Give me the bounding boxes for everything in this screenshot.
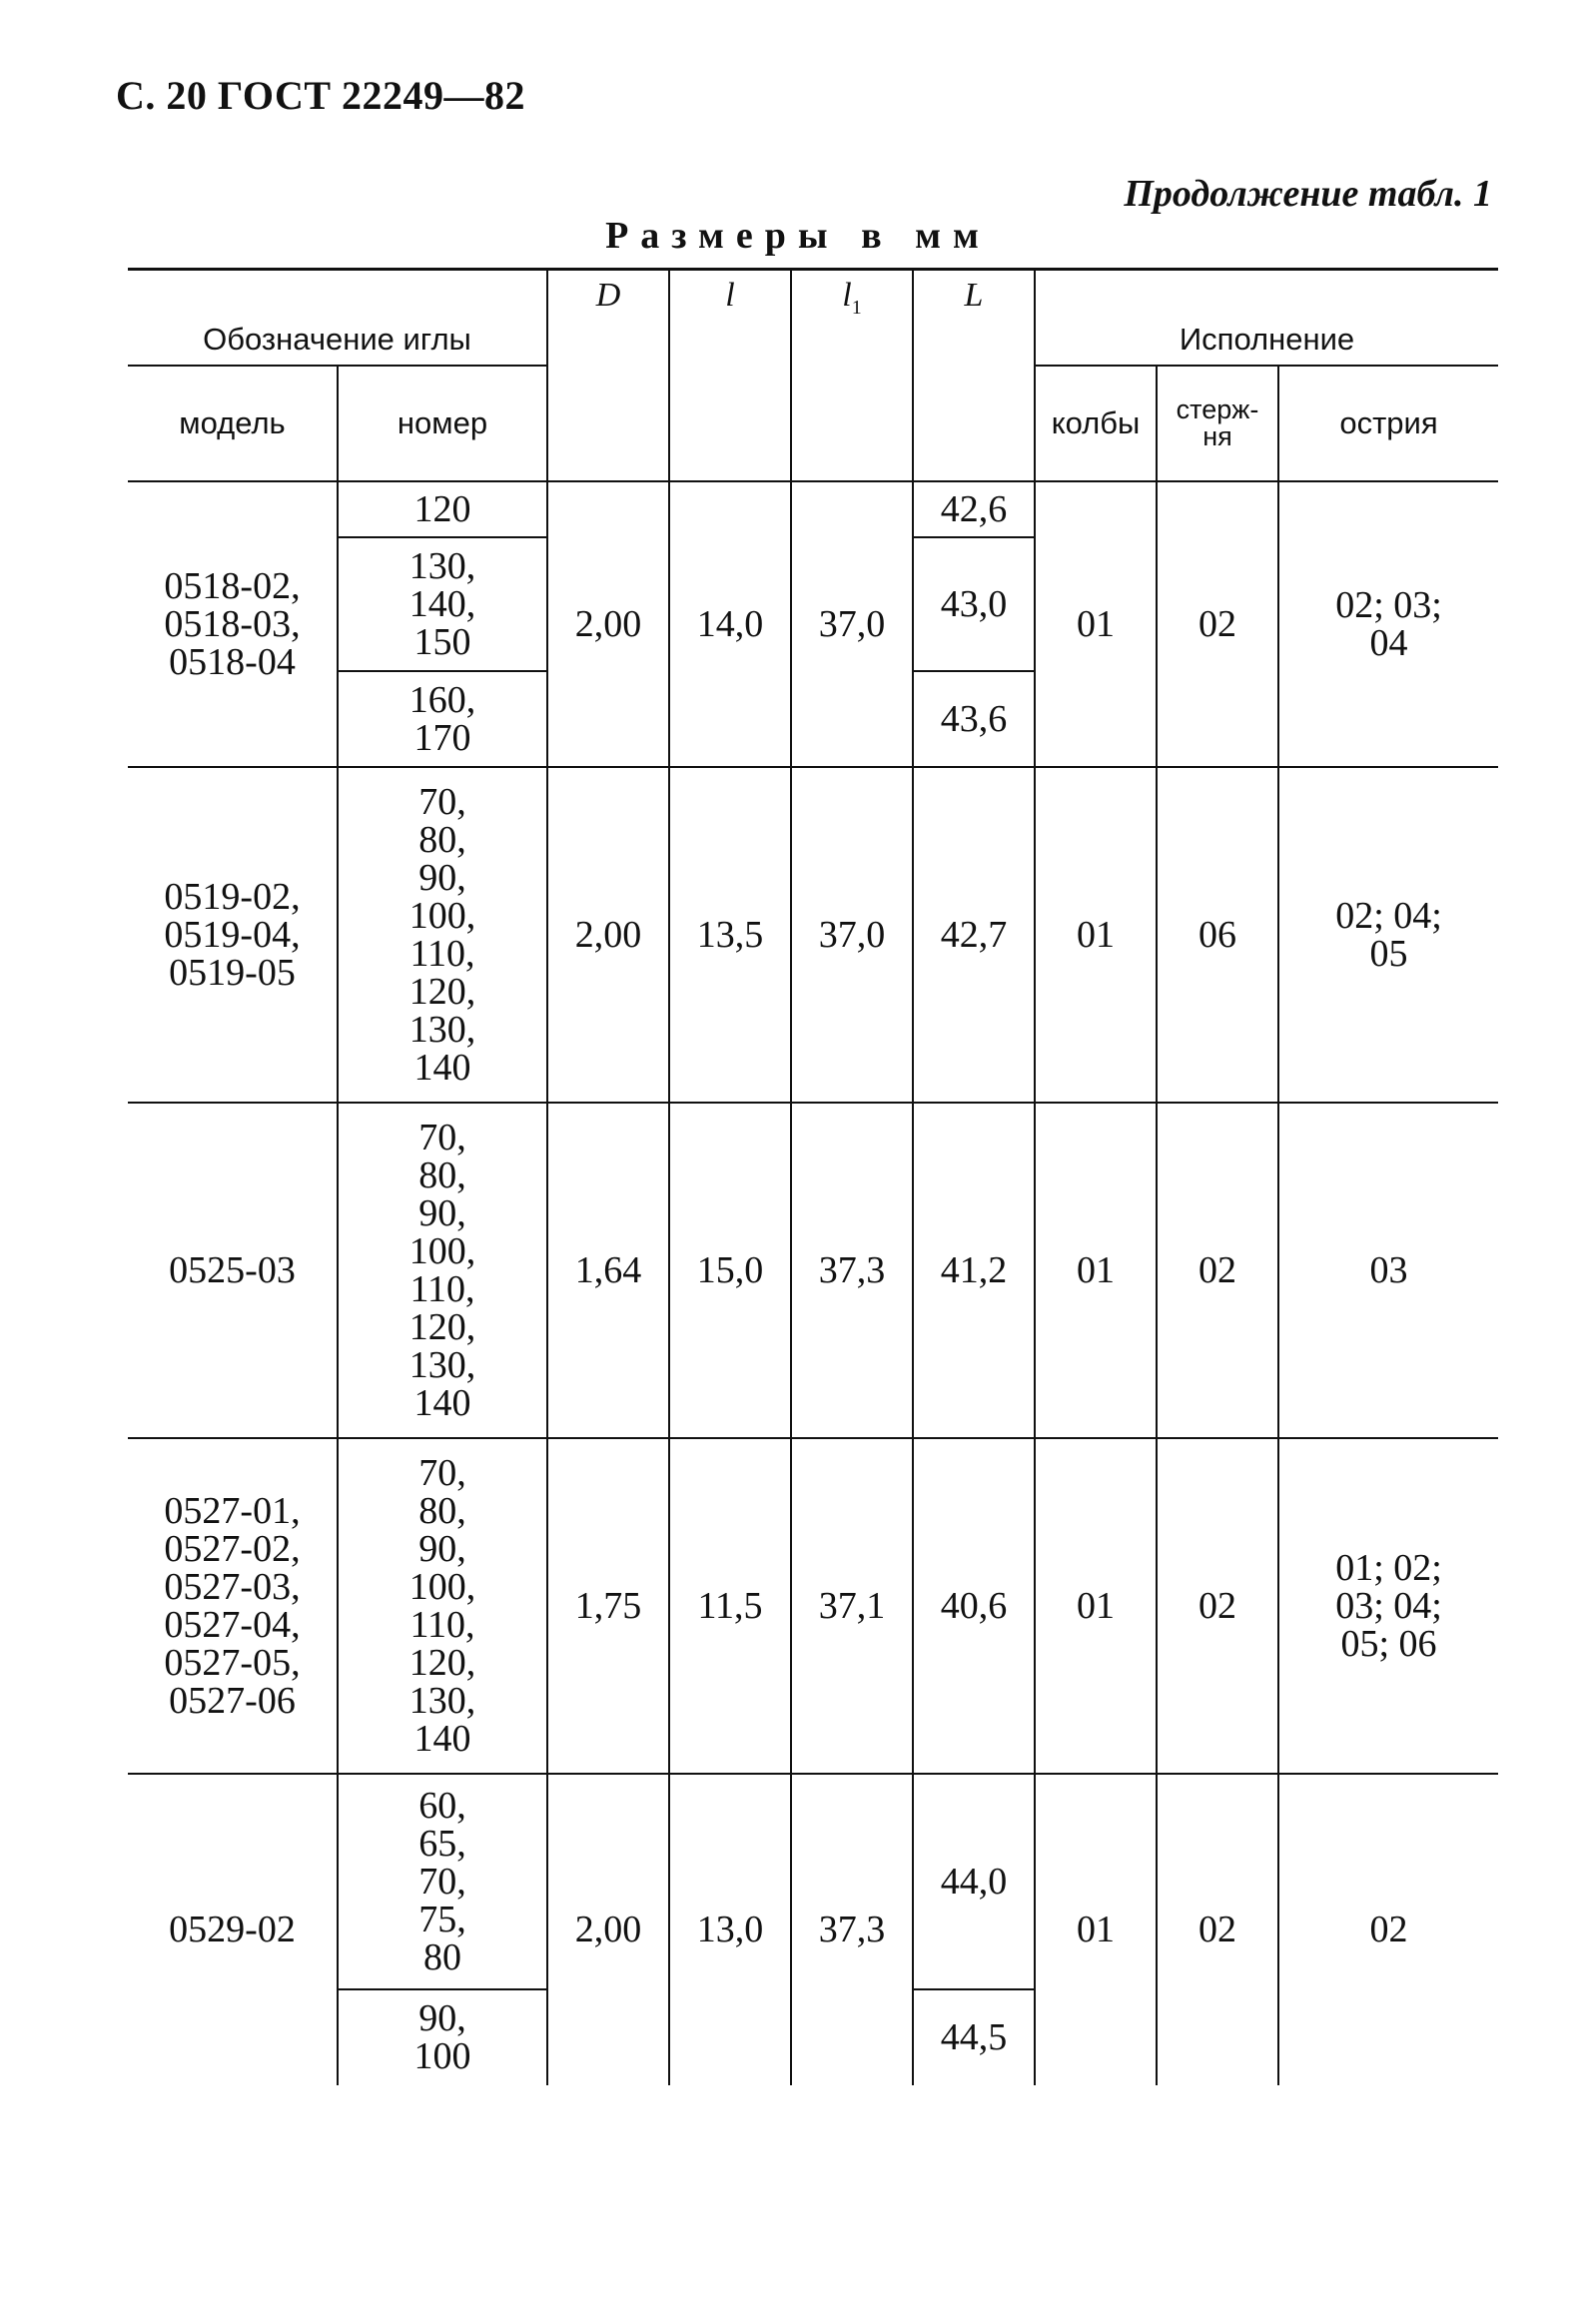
number-line: 160, [408, 678, 476, 721]
group2-model [128, 767, 338, 1103]
group4-model [128, 1438, 338, 1774]
group1-l1: 37,0 [791, 481, 913, 767]
header-L [913, 270, 1035, 481]
group4-D: 1,75 [547, 1438, 669, 1774]
shank-header [1157, 366, 1278, 481]
table-continuation-note: Продолжение табл. 1 [1124, 173, 1492, 215]
number-line: 170 [413, 716, 471, 759]
model-line: 0518-04 [169, 640, 296, 683]
model-line: 0527-05, [164, 1641, 301, 1684]
group2-l1: 37,0 [791, 767, 913, 1103]
number-line: 140 [413, 1717, 471, 1760]
group3-point [1278, 1103, 1498, 1438]
group4-point [1278, 1438, 1498, 1774]
number-line: 65, [418, 1822, 466, 1865]
group3-l: 15,0 [669, 1103, 791, 1438]
number-line: 130, [408, 1343, 476, 1386]
number-line: 140, [408, 582, 476, 625]
number-line: 100, [408, 1229, 476, 1272]
model-line: 0527-03, [164, 1565, 301, 1608]
point-line: 05; 06 [1340, 1622, 1437, 1665]
group2-numbers [338, 767, 547, 1103]
units-caption: Размеры в мм [605, 215, 991, 257]
group3-numbers [338, 1103, 547, 1438]
group1-bulb: 01 [1035, 481, 1157, 767]
group5-point [1278, 1774, 1498, 2085]
group1-number-set1 [338, 481, 547, 537]
shank-header-line1: стерж- [1176, 393, 1259, 424]
number-line: 110, [409, 932, 475, 975]
group3-shank: 02 [1157, 1103, 1278, 1438]
group1-L1: 42,6 [913, 481, 1035, 537]
point-line: 04 [1369, 621, 1408, 664]
number-line: 100 [413, 2035, 471, 2077]
model-line: 0518-03, [164, 602, 301, 645]
model-line: 0519-02, [164, 875, 301, 918]
group4-L: 40,6 [913, 1438, 1035, 1774]
header-l1-subscript: 1 [851, 296, 862, 319]
number-line: 70, [418, 780, 466, 823]
number-line: 120, [408, 970, 476, 1013]
number-line: 130, [408, 544, 476, 587]
group5-number-set2 [338, 1989, 547, 2085]
number-line: 90, [418, 1527, 466, 1570]
group2-l: 13,5 [669, 767, 791, 1103]
group5-l: 13,0 [669, 1774, 791, 2085]
model-line: 0525-03 [169, 1248, 296, 1291]
header-D [547, 270, 669, 481]
number-line: 80 [423, 1935, 461, 1978]
number-line: 150 [413, 620, 471, 663]
group2-shank: 06 [1157, 767, 1278, 1103]
group4-l: 11,5 [669, 1438, 791, 1774]
group2-bulb: 01 [1035, 767, 1157, 1103]
number-line: 130, [408, 1008, 476, 1051]
group1-D: 2,00 [547, 481, 669, 767]
model-line: 0518-02, [164, 564, 301, 607]
point-line: 02 [1369, 1909, 1408, 1950]
group4-numbers [338, 1438, 547, 1774]
model-line: 0519-05 [169, 951, 296, 994]
needle-designation-header: Обозначение иглы [128, 270, 547, 366]
point-line: 03 [1369, 1248, 1408, 1291]
group1-number-set3 [338, 671, 547, 767]
number-line: 130, [408, 1679, 476, 1722]
number-line: 70, [418, 1116, 466, 1158]
header-l1 [791, 270, 913, 481]
execution-header: Исполнение [1035, 270, 1498, 366]
number-header: номер [338, 366, 547, 481]
number-line: 120, [408, 1641, 476, 1684]
group5-D: 2,00 [547, 1774, 669, 2085]
model-line: 0527-01, [164, 1489, 301, 1532]
number-line: 80, [418, 1154, 466, 1196]
number-line: 80, [418, 818, 466, 861]
number-line: 70, [418, 1860, 466, 1903]
header-l1-label: l [842, 277, 852, 314]
point-line: 02; 04; [1335, 894, 1442, 937]
group3-l1: 37,3 [791, 1103, 913, 1438]
header-L-label: L [964, 277, 984, 314]
group4-shank: 02 [1157, 1438, 1278, 1774]
shank-header-line2: ня [1202, 420, 1232, 451]
number-line: 60, [418, 1784, 466, 1827]
group3-model [128, 1103, 338, 1438]
number-line: 140 [413, 1046, 471, 1089]
point-line: 02; 03; [1335, 583, 1442, 626]
model-line: 0529-02 [169, 1909, 296, 1950]
number-line: 90, [418, 1997, 466, 2039]
group1-number-set2 [338, 537, 547, 671]
number-line: 120, [408, 1305, 476, 1348]
group1-point [1278, 481, 1498, 767]
needle-dimensions-table [128, 268, 1498, 2085]
group3-D: 1,64 [547, 1103, 669, 1438]
group1-L2: 43,0 [913, 537, 1035, 671]
group2-point [1278, 767, 1498, 1103]
bulb-header: колбы [1035, 366, 1157, 481]
group1-model [128, 481, 338, 767]
number-line: 70, [418, 1451, 466, 1494]
model-line: 0527-06 [169, 1679, 296, 1722]
number-line: 110, [409, 1603, 475, 1646]
group5-model [128, 1774, 338, 2085]
number-line: 140 [413, 1381, 471, 1424]
group5-l1: 37,3 [791, 1774, 913, 2085]
group3-L: 41,2 [913, 1103, 1035, 1438]
model-line: 0527-04, [164, 1603, 301, 1646]
header-D-label: D [595, 277, 621, 314]
number-line: 100, [408, 894, 476, 937]
header-l [669, 270, 791, 481]
number-line: 100, [408, 1565, 476, 1608]
page-header: С. 20 ГОСТ 22249—82 [116, 73, 526, 118]
point-header: острия [1278, 366, 1498, 481]
group1-L3: 43,6 [913, 671, 1035, 767]
group1-shank: 02 [1157, 481, 1278, 767]
number-line: 90, [418, 1191, 466, 1234]
point-line: 01; 02; [1335, 1546, 1442, 1589]
number-line: 75, [418, 1898, 466, 1940]
point-line: 03; 04; [1335, 1584, 1442, 1627]
group5-number-set1 [338, 1774, 547, 1989]
number-line: 120 [413, 487, 471, 530]
number-line: 80, [418, 1489, 466, 1532]
group1-l: 14,0 [669, 481, 791, 767]
header-l-label: l [725, 277, 735, 314]
group4-bulb: 01 [1035, 1438, 1157, 1774]
model-header: модель [128, 366, 338, 481]
group5-shank: 02 [1157, 1774, 1278, 2085]
number-line: 110, [409, 1267, 475, 1310]
group4-l1: 37,1 [791, 1438, 913, 1774]
number-line: 90, [418, 856, 466, 899]
group5-bulb: 01 [1035, 1774, 1157, 2085]
model-line: 0527-02, [164, 1527, 301, 1570]
group2-L: 42,7 [913, 767, 1035, 1103]
group3-bulb: 01 [1035, 1103, 1157, 1438]
group5-L2: 44,5 [913, 1989, 1035, 2085]
group2-D: 2,00 [547, 767, 669, 1103]
point-line: 05 [1369, 932, 1408, 975]
model-line: 0519-04, [164, 913, 301, 956]
group5-L1: 44,0 [913, 1774, 1035, 1989]
